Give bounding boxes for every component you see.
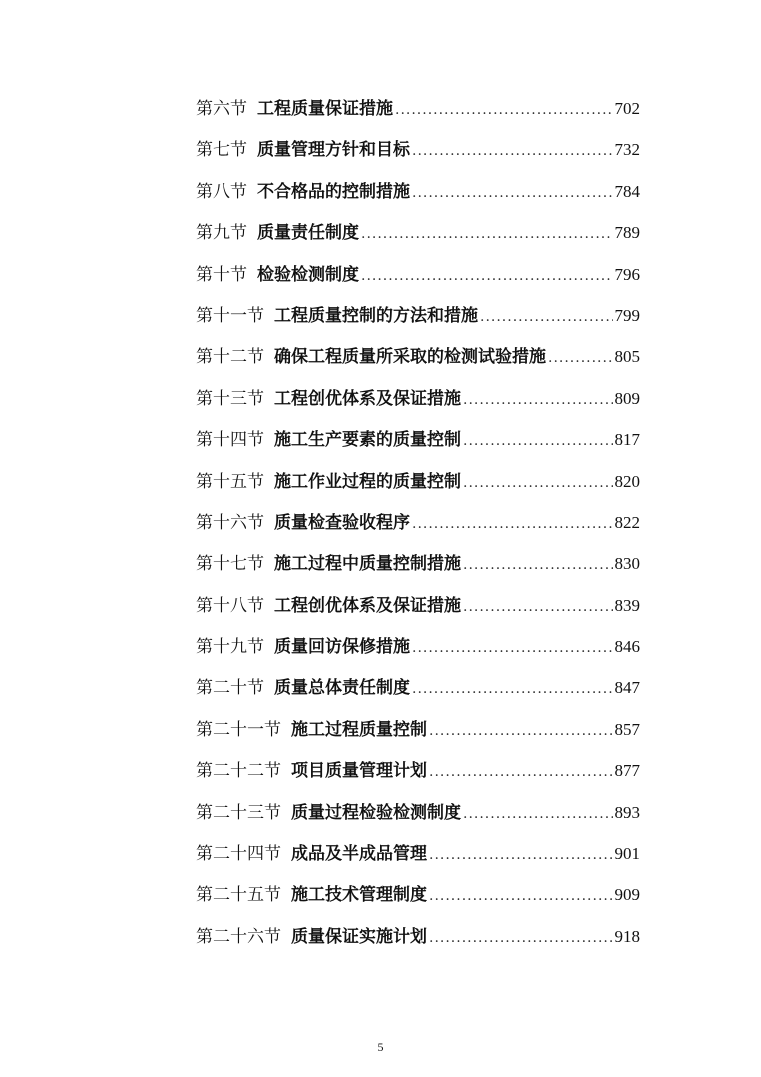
toc-section-title: 不合格品的控制措施 <box>257 181 410 202</box>
toc-dot-leader <box>361 260 613 292</box>
toc-section-title: 施工过程质量控制 <box>291 719 427 740</box>
toc-dot-leader <box>429 715 613 747</box>
toc-entry[interactable] <box>196 921 640 962</box>
toc-section-title: 质量回访保修措施 <box>274 637 410 658</box>
toc-section-title: 工程质量保证措施 <box>257 99 393 119</box>
toc-entry[interactable] <box>196 672 640 713</box>
toc-section-title: 检验检测制度 <box>257 264 359 285</box>
toc-section-number: 第十四节 <box>196 430 264 451</box>
toc-page-reference: 918 <box>614 926 640 946</box>
toc-page-reference: 732 <box>614 140 640 160</box>
toc-section-number: 第十九节 <box>196 637 264 658</box>
toc-entry[interactable] <box>196 134 640 175</box>
toc-page-reference: 847 <box>614 678 640 698</box>
toc-page-reference: 784 <box>614 181 640 201</box>
toc-dot-leader <box>463 549 613 581</box>
toc-section-number: 第六节 <box>196 99 247 119</box>
toc-section-number: 第十一节 <box>196 305 264 326</box>
toc-page-reference: 846 <box>614 637 640 657</box>
toc-page-reference: 789 <box>614 223 640 243</box>
toc-entry[interactable] <box>196 93 640 134</box>
toc-section-title: 项目质量管理计划 <box>291 761 427 782</box>
toc-section-number: 第十八节 <box>196 595 264 616</box>
toc-dot-leader <box>361 218 613 250</box>
toc-section-number: 第十六节 <box>196 512 264 533</box>
toc-dot-leader <box>429 839 613 871</box>
toc-page-reference: 909 <box>614 885 640 905</box>
toc-section-title: 工程创优体系及保证措施 <box>274 595 461 616</box>
toc-section-number: 第十七节 <box>196 554 264 575</box>
toc-entry[interactable] <box>196 631 640 672</box>
toc-entry[interactable] <box>196 176 640 217</box>
toc-dot-leader <box>395 94 613 126</box>
toc-page-reference: 901 <box>614 844 640 864</box>
toc-dot-leader <box>463 384 613 416</box>
toc-section-title: 施工过程中质量控制措施 <box>274 554 461 575</box>
toc-section-title: 质量总体责任制度 <box>274 678 410 699</box>
toc-dot-leader <box>429 880 613 912</box>
toc-section-number: 第二十节 <box>196 678 264 699</box>
toc-dot-leader <box>463 467 613 499</box>
toc-page-reference: 839 <box>614 595 640 615</box>
toc-dot-leader <box>412 673 613 705</box>
toc-entry[interactable] <box>196 755 640 796</box>
toc-section-title: 确保工程质量所采取的检测试验措施 <box>274 347 546 368</box>
toc-entry[interactable] <box>196 797 640 838</box>
toc-entry[interactable] <box>196 466 640 507</box>
toc-dot-leader <box>412 135 613 167</box>
toc-entry[interactable] <box>196 300 640 341</box>
toc-section-number: 第十三节 <box>196 388 264 409</box>
toc-section-number: 第二十六节 <box>196 926 281 947</box>
toc-section-number: 第二十四节 <box>196 844 281 865</box>
toc-section-number: 第二十五节 <box>196 885 281 906</box>
toc-section-number: 第七节 <box>196 140 247 161</box>
toc-dot-leader <box>463 798 613 830</box>
toc-section-title: 质量管理方针和目标 <box>257 140 410 161</box>
toc-dot-leader <box>412 632 613 664</box>
toc-page-reference: 796 <box>614 264 640 284</box>
toc-dot-leader <box>463 591 613 623</box>
toc-entry[interactable] <box>196 548 640 589</box>
toc-section-title: 施工作业过程的质量控制 <box>274 471 461 492</box>
toc-section-title: 质量过程检验检测制度 <box>291 802 461 823</box>
toc-section-title: 施工生产要素的质量控制 <box>274 430 461 451</box>
toc-section-title: 质量责任制度 <box>257 223 359 244</box>
toc-dot-leader <box>548 342 613 374</box>
toc-page-reference: 820 <box>614 471 640 491</box>
toc-section-number: 第十二节 <box>196 347 264 368</box>
toc-entry[interactable] <box>196 259 640 300</box>
toc-page-reference: 799 <box>614 305 640 325</box>
table-of-contents <box>196 93 640 962</box>
toc-entry[interactable] <box>196 590 640 631</box>
toc-page-reference: 822 <box>614 512 640 532</box>
toc-dot-leader <box>429 922 613 954</box>
toc-section-number: 第九节 <box>196 223 247 244</box>
toc-dot-leader <box>412 508 613 540</box>
toc-dot-leader <box>412 177 613 209</box>
toc-page-reference: 857 <box>614 719 640 739</box>
toc-section-title: 质量保证实施计划 <box>291 926 427 947</box>
toc-page-reference: 817 <box>614 430 640 450</box>
toc-dot-leader <box>429 756 613 788</box>
toc-section-number: 第十节 <box>196 264 247 285</box>
toc-section-number: 第十五节 <box>196 471 264 492</box>
toc-page-reference: 702 <box>614 99 640 118</box>
toc-page-reference: 877 <box>614 761 640 781</box>
toc-section-title: 施工技术管理制度 <box>291 885 427 906</box>
toc-page-reference: 809 <box>614 388 640 408</box>
toc-page-reference: 805 <box>614 347 640 367</box>
page-number: 5 <box>377 1040 384 1054</box>
toc-entry[interactable] <box>196 341 640 382</box>
toc-section-title: 工程质量控制的方法和措施 <box>274 305 478 326</box>
toc-section-title: 工程创优体系及保证措施 <box>274 388 461 409</box>
toc-section-title: 成品及半成品管理 <box>291 844 427 865</box>
toc-entry[interactable] <box>196 383 640 424</box>
toc-entry[interactable] <box>196 838 640 879</box>
toc-page-reference: 830 <box>614 554 640 574</box>
toc-entry[interactable] <box>196 217 640 258</box>
toc-entry[interactable] <box>196 424 640 465</box>
toc-section-number: 第八节 <box>196 181 247 202</box>
toc-section-number: 第二十三节 <box>196 802 281 823</box>
toc-entry[interactable] <box>196 714 640 755</box>
toc-section-title: 质量检查验收程序 <box>274 512 410 533</box>
toc-entry[interactable] <box>196 879 640 920</box>
toc-dot-leader <box>480 301 613 333</box>
toc-entry[interactable] <box>196 507 640 548</box>
toc-section-number: 第二十一节 <box>196 719 281 740</box>
toc-section-number: 第二十二节 <box>196 761 281 782</box>
toc-page-reference: 893 <box>614 802 640 822</box>
toc-dot-leader <box>463 425 613 457</box>
